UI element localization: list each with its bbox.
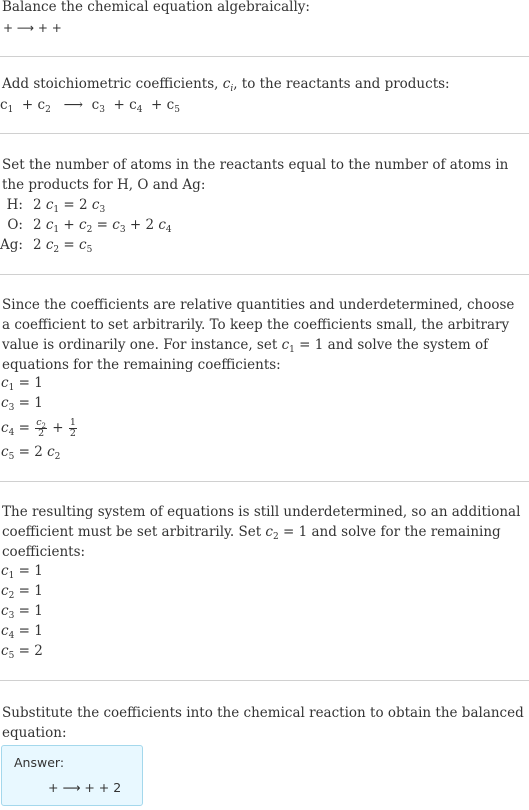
solution-eq: $c_1 = 1$ [1,563,43,581]
balance-row-ag [0,235,172,255]
section-2-intro: Add stoichiometric coefficients, $c_i$, to the reactants and products: [2,76,450,94]
divider [0,274,529,275]
element-label: O: [7,217,23,233]
unbalanced-equation: + ⟶ + + [3,21,62,35]
balance-equation: 2 $c_1 = 2$ $c_3$ [32,197,106,215]
balance-equation: 2 $c_1 + c_2 = c_3 + 2$ $c_4$ [32,217,172,235]
section-6-intro: Substitute the coefficients into the chemical reaction to obtain the balanced equation: [2,705,524,741]
answer-box [1,745,143,806]
divider [0,680,529,681]
solution-eq: $c_3 = 1$ [1,603,43,621]
solution-eq: $c_4 = 1$ [1,623,43,641]
balanced-equation: + ⟶ + + 2 [48,780,122,795]
divider [0,133,529,134]
solution-eq: $c_1 = 1$ [1,375,43,393]
section-3-intro: Set the number of atoms in the reactants equal to the number of atoms in the products for H, O and Ag: [2,157,509,193]
balance-row-h [0,195,172,215]
solution-eq: $c_5 = 2$ [1,643,43,661]
divider [0,56,529,57]
section-5-intro: The resulting system of equations is still underdetermined, so an additional coefficient must be set arbitrarily. Set $c_2 = 1$ and solve for the remaining coefficients: [2,504,521,560]
balance-equation: 2 $c_2 = c_5$ [32,237,93,255]
element-label: Ag: [0,237,23,253]
section-1-heading: Balance the chemical equation algebraically: [2,0,310,15]
balance-row-o [0,215,172,235]
divider [0,481,529,482]
solution-eq: $c_2 = 1$ [1,583,43,601]
coefficient-equation: $c_1 + c_2$ ⟶ $c_3 + c_4 + c_5$ [0,97,180,115]
fraction: $\frac{c_2}{2}$ [36,417,46,439]
section-4-intro: Since the coefficients are relative quantities and underdetermined, choose a coefficient to set arbitrarily. To keep the coefficients small, the arbitrary value is ordinarily one. For instance, set $c_1 = 1$ and solve the system of equations for the remaining coefficients: [2,297,515,373]
fraction: $\frac{1}{2}$ [69,417,76,439]
element-label: H: [6,197,23,213]
solution-eq: $c_5 = 2$ $c_2$ [1,444,61,462]
solution-eq: $c_3 = 1$ [1,395,43,413]
answer-label: Answer: [14,755,65,770]
solution-eq: $c_4$ = $\frac{c_2}{2}$ + $\frac{1}{2}$ [1,417,76,439]
atom-balance-table [0,195,172,255]
